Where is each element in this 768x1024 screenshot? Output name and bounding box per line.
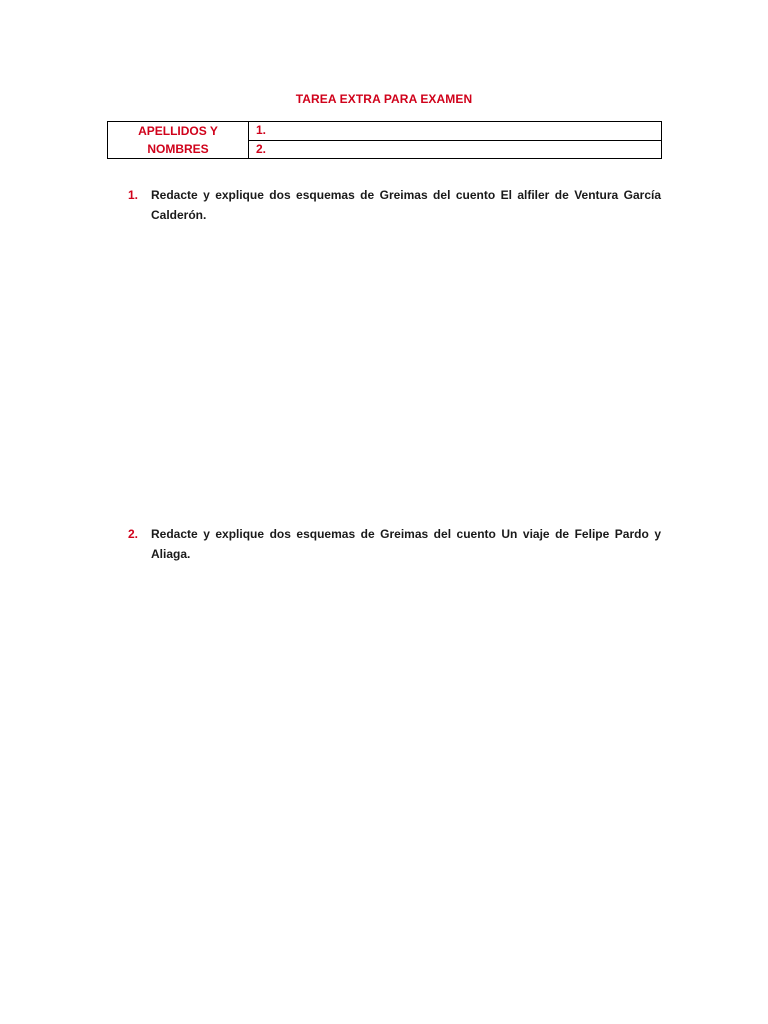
question-1-text: Redacte y explique dos esquemas de Greimas del cuento El alfiler de Ventura García Calderón. (151, 188, 661, 222)
name-entry-2[interactable]: 2. (249, 140, 662, 159)
names-label: APELLIDOS Y NOMBRES (108, 122, 249, 159)
names-table (107, 121, 662, 159)
document-title: TAREA EXTRA PARA EXAMEN (295, 92, 473, 106)
name-entry-1[interactable]: 1. (249, 122, 662, 141)
question-1 (128, 185, 661, 225)
question-2-text: Redacte y explique dos esquemas de Greimas del cuento Un viaje de Felipe Pardo y Aliaga. (151, 527, 661, 561)
question-2 (128, 524, 661, 564)
question-2-number: 2. (128, 527, 139, 541)
names-row-1 (108, 122, 662, 141)
question-1-number: 1. (128, 188, 139, 202)
